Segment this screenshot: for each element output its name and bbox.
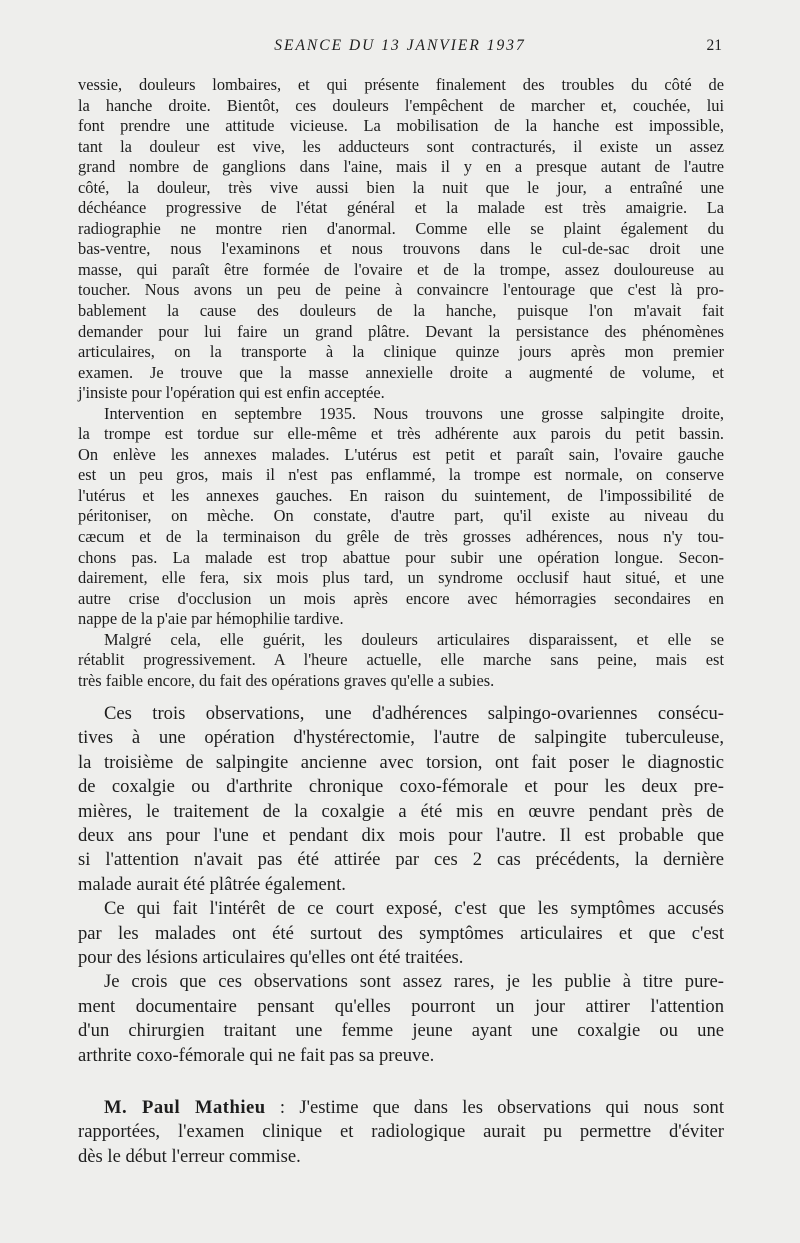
text-line: articulaires, on la transporte à la clinique quinze jours après mon premier xyxy=(78,342,724,362)
text-line: bablement la cause des douleurs de la hanche, puisque l'on m'avait fait xyxy=(78,301,724,321)
text-line: arthrite coxo-fémorale qui ne fait pas sa preuve. xyxy=(78,1044,435,1066)
text-line: Intervention en septembre 1935. Nous trouvons une grosse salpingite droite, xyxy=(104,403,724,423)
text-line: examen. Je trouve que la masse annexielle droite a augmenté de volume, et xyxy=(78,362,724,382)
text-line: si l'attention n'avait pas été attirée par ces 2 cas précédents, la dernière xyxy=(78,849,724,871)
text-line: d'un chirurgien traitant une femme jeune ayant une coxalgie ou une xyxy=(78,1020,724,1042)
running-head: SEANCE DU 13 JANVIER 1937 xyxy=(274,37,526,54)
text-line: la hanche droite. Bientôt, ces douleurs l'empêchent de marcher et, couchée, lui xyxy=(78,95,724,115)
text-line: tant la douleur est vive, les adducteurs sont contracturés, il existe un assez xyxy=(78,136,724,156)
discussion-text xyxy=(78,1096,724,1169)
text-line: On enlève les annexes malades. L'utérus est petit et paraît sain, l'ovaire gauche xyxy=(78,444,724,464)
text-line: vessie, douleurs lombaires, et qui présente finalement des troubles du côté de xyxy=(78,75,724,94)
text-line: rapportées, l'examen clinique et radiologique aurait pu permettre d'éviter xyxy=(78,1121,724,1143)
text-line: Je crois que ces observations sont assez rares, je les publie à titre pure- xyxy=(104,971,724,993)
text-line: très faible encore, du fait des opérations graves qu'elle a subies. xyxy=(78,670,495,690)
text-line: est un peu gros, mais il n'est pas enflammé, la trompe est normale, on conserve xyxy=(78,465,724,485)
text-line: nappe de la p'aie par hémophilie tardive. xyxy=(78,609,344,629)
page-number: 21 xyxy=(706,37,722,54)
text-line: grand nombre de ganglions dans l'aine, mais il y en a presque autant de l'autre xyxy=(78,157,724,177)
text-line: Ce qui fait l'intérêt de ce court exposé, c'est que les symptômes accusés xyxy=(104,898,724,920)
text-line: radiographie ne montre rien d'anormal. Comme elle se plaint également du xyxy=(78,218,724,238)
text-line: malade aurait été plâtrée également. xyxy=(78,873,346,895)
text-line: péritoniser, on mèche. On constate, d'autre part, qu'il existe au niveau du xyxy=(78,506,724,526)
conclusion-text xyxy=(78,702,724,1068)
page-header xyxy=(78,37,722,59)
text-line: Malgré cela, elle guérit, les douleurs articulaires disparaissent, et elle se xyxy=(104,629,724,649)
text-line: ment documentaire pensant qu'elles pourront un jour attirer l'attention xyxy=(78,995,724,1017)
text-line: déchéance progressive de l'état général et la malade est très amaigrie. La xyxy=(78,198,724,218)
text-line: bas-ventre, nous l'examinons et nous trouvons dans le cul-de-sac droit une xyxy=(78,239,724,259)
case-report-text xyxy=(78,75,724,691)
text-line: la trompe est tordue sur elle-même et très adhérente aux parois du petit bassin. xyxy=(78,424,724,444)
speaker-name: M. Paul Mathieu xyxy=(104,1097,266,1118)
text-line: toucher. Nous avons un peu de peine à convaincre l'entourage que c'est là pro- xyxy=(78,280,724,300)
text-line: l'utérus et les annexes gauches. En raison du suintement, de l'impossibilité de xyxy=(78,485,724,505)
text-line: autre crise d'occlusion un mois après encore avec hémorragies secondaires en xyxy=(78,588,724,608)
text-line: chons pas. La malade est trop abattue pour subir une opération longue. Secon- xyxy=(78,547,724,567)
text-line: Ces trois observations, une d'adhérences salpingo-ovariennes consécu- xyxy=(104,703,724,724)
text-line: rétablit progressivement. A l'heure actuelle, elle marche sans peine, mais est xyxy=(78,650,724,670)
text-line: tives à une opération d'hystérectomie, l'autre de salpingite tuberculeuse, xyxy=(78,727,724,749)
speaker-remark: : J'estime que dans les observations qui nous sont xyxy=(265,1097,724,1118)
text-line: la troisième de salpingite ancienne avec torsion, ont fait poser le diagnostic xyxy=(78,751,724,773)
text-line: font prendre une attitude vicieuse. La mobilisation de la hanche est impossible, xyxy=(78,116,724,136)
text-line: cæcum et de la terminaison du grêle de très grosses adhérences, nous n'y tou- xyxy=(78,527,724,547)
text-line: dès le début l'erreur commise. xyxy=(78,1145,301,1167)
text-line: dairement, elle fera, six mois plus tard, un syndrome occlusif haut situé, et une xyxy=(78,568,724,588)
text-line: de coxalgie ou d'arthrite chronique coxo-fémorale et pour les deux pre- xyxy=(78,776,724,798)
text-line: côté, la douleur, très vive aussi bien la nuit que le jour, a entraîné une xyxy=(78,177,724,197)
text-line: pour des lésions articulaires qu'elles ont été traitées. xyxy=(78,947,464,969)
text-line xyxy=(78,1096,724,1120)
text-line: j'insiste pour l'opération qui est enfin acceptée. xyxy=(78,383,385,403)
text-line: demander pour lui faire un grand plâtre. Devant la persistance des phénomènes xyxy=(78,321,724,341)
text-line: deux ans pour l'une et pendant dix mois pour l'autre. Il est probable que xyxy=(78,825,724,847)
text-line: mières, le traitement de la coxalgie a été mis en œuvre pendant près de xyxy=(78,800,724,822)
text-line: masse, qui paraît être formée de l'ovaire et de la trompe, assez douloureuse au xyxy=(78,259,724,279)
text-line: par les malades ont été surtout des symptômes articulaires et que c'est xyxy=(78,922,724,944)
